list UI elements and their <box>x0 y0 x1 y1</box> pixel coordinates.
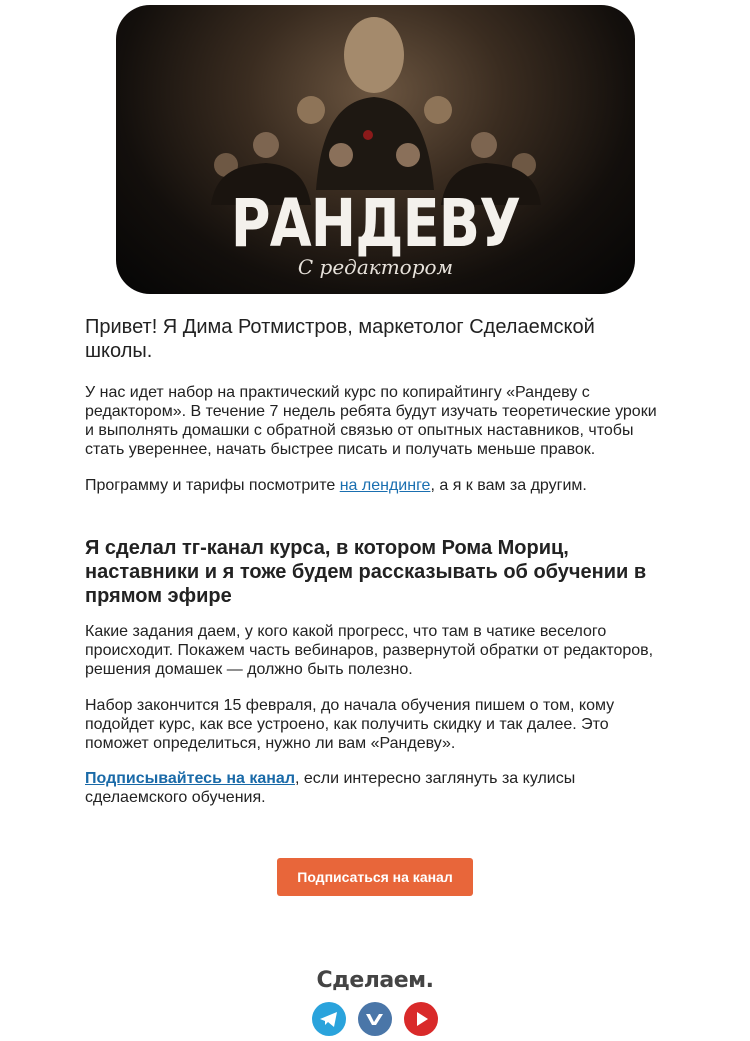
subscribe-text-after: , если интересно заглянуть за кулисы сделаемского обучения. <box>85 770 576 806</box>
subscribe-paragraph <box>85 769 660 807</box>
youtube-glyph <box>404 1002 438 1036</box>
vk-glyph <box>358 1002 392 1036</box>
programs-text-before: Программу и тарифы посмотрите <box>85 477 340 494</box>
youtube-icon[interactable] <box>404 1002 438 1036</box>
greeting-text: Привет! Я Дима Ротмистров, маркетолог Сделаемской школы. <box>85 316 595 362</box>
channel-heading: Я сделал тг-канал курса, в котором Рома Мориц, наставники и я тоже будем рассказывать об обучении в прямом эфире <box>85 537 647 607</box>
course-banner <box>116 5 635 294</box>
banner-title: РАНДЕВУ <box>230 185 521 262</box>
intro-paragraph: У нас идет набор на практический курс по копирайтингу «Рандеву с редактором». В течение 7 недель ребята будут изучать теоретические уроки и выполнять домашки с обратной связью от опытных наставников, чтобы стать увереннее, начать быстрее писать и получать меньше правок. <box>85 384 657 458</box>
vk-icon[interactable] <box>358 1002 392 1036</box>
banner-subtitle: С редактором <box>297 255 454 279</box>
deadline-paragraph: Набор закончится 15 февраля, до начала обучения пишем о том, кому подойдет курс, как все устроено, как получить скидку и так далее. Это поможет определиться, нужно ли вам «Рандеву». <box>85 697 615 752</box>
programs-text-after: , а я к вам за другим. <box>430 477 587 494</box>
subscribe-channel-button[interactable]: Подписаться на канал <box>277 858 473 896</box>
landing-link[interactable]: на лендинге <box>339 477 431 494</box>
programs-paragraph <box>85 476 660 495</box>
details-paragraph: Какие задания даем, у кого какой прогресс, что там в чатике веселого происходит. Покажем часть вебинаров, развернутой обратки от редакторов, решения домашек — должно быть полезно. <box>85 623 654 678</box>
telegram-icon[interactable] <box>312 1002 346 1036</box>
telegram-glyph <box>312 1002 346 1036</box>
sdelaem-logo: Сделаем. <box>316 968 434 993</box>
subscribe-link[interactable]: Подписывайтесь на канал <box>85 770 295 787</box>
